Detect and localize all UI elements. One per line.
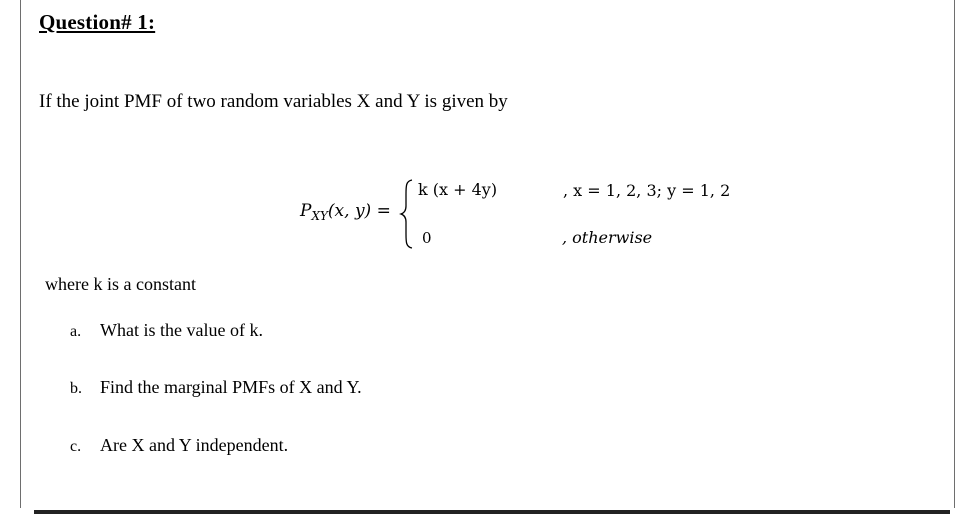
question-heading: Question# 1: bbox=[39, 10, 156, 34]
pmf-symbol: P bbox=[300, 201, 312, 221]
case-2-condition: , otherwise bbox=[562, 228, 653, 247]
question-text: Find the marginal PMFs of X and Y. bbox=[100, 377, 362, 397]
question-text: What is the value of k. bbox=[100, 320, 263, 340]
question-item-b bbox=[70, 377, 362, 398]
case-1-expression: k (x + 4y) bbox=[418, 180, 498, 199]
pmf-lhs bbox=[300, 201, 391, 221]
bottom-rule bbox=[34, 510, 950, 514]
question-item-c bbox=[70, 435, 288, 456]
question-text: Are X and Y independent. bbox=[100, 435, 289, 455]
page-frame bbox=[20, 0, 955, 508]
pmf-subscript: XY bbox=[311, 209, 328, 223]
problem-statement: If the joint PMF of two random variables X and Y is given by bbox=[39, 91, 508, 112]
constant-note: where k is a constant bbox=[45, 274, 196, 294]
question-marker: c. bbox=[70, 438, 82, 455]
pmf-arguments: (x, y) = bbox=[327, 201, 391, 221]
left-brace-icon bbox=[399, 178, 415, 250]
question-marker: b. bbox=[70, 380, 82, 397]
case-2-expression: 0 bbox=[422, 229, 432, 247]
question-marker: a. bbox=[70, 323, 82, 340]
question-item-a bbox=[70, 320, 263, 341]
case-1-condition: , x = 1, 2, 3; y = 1, 2 bbox=[563, 181, 731, 200]
